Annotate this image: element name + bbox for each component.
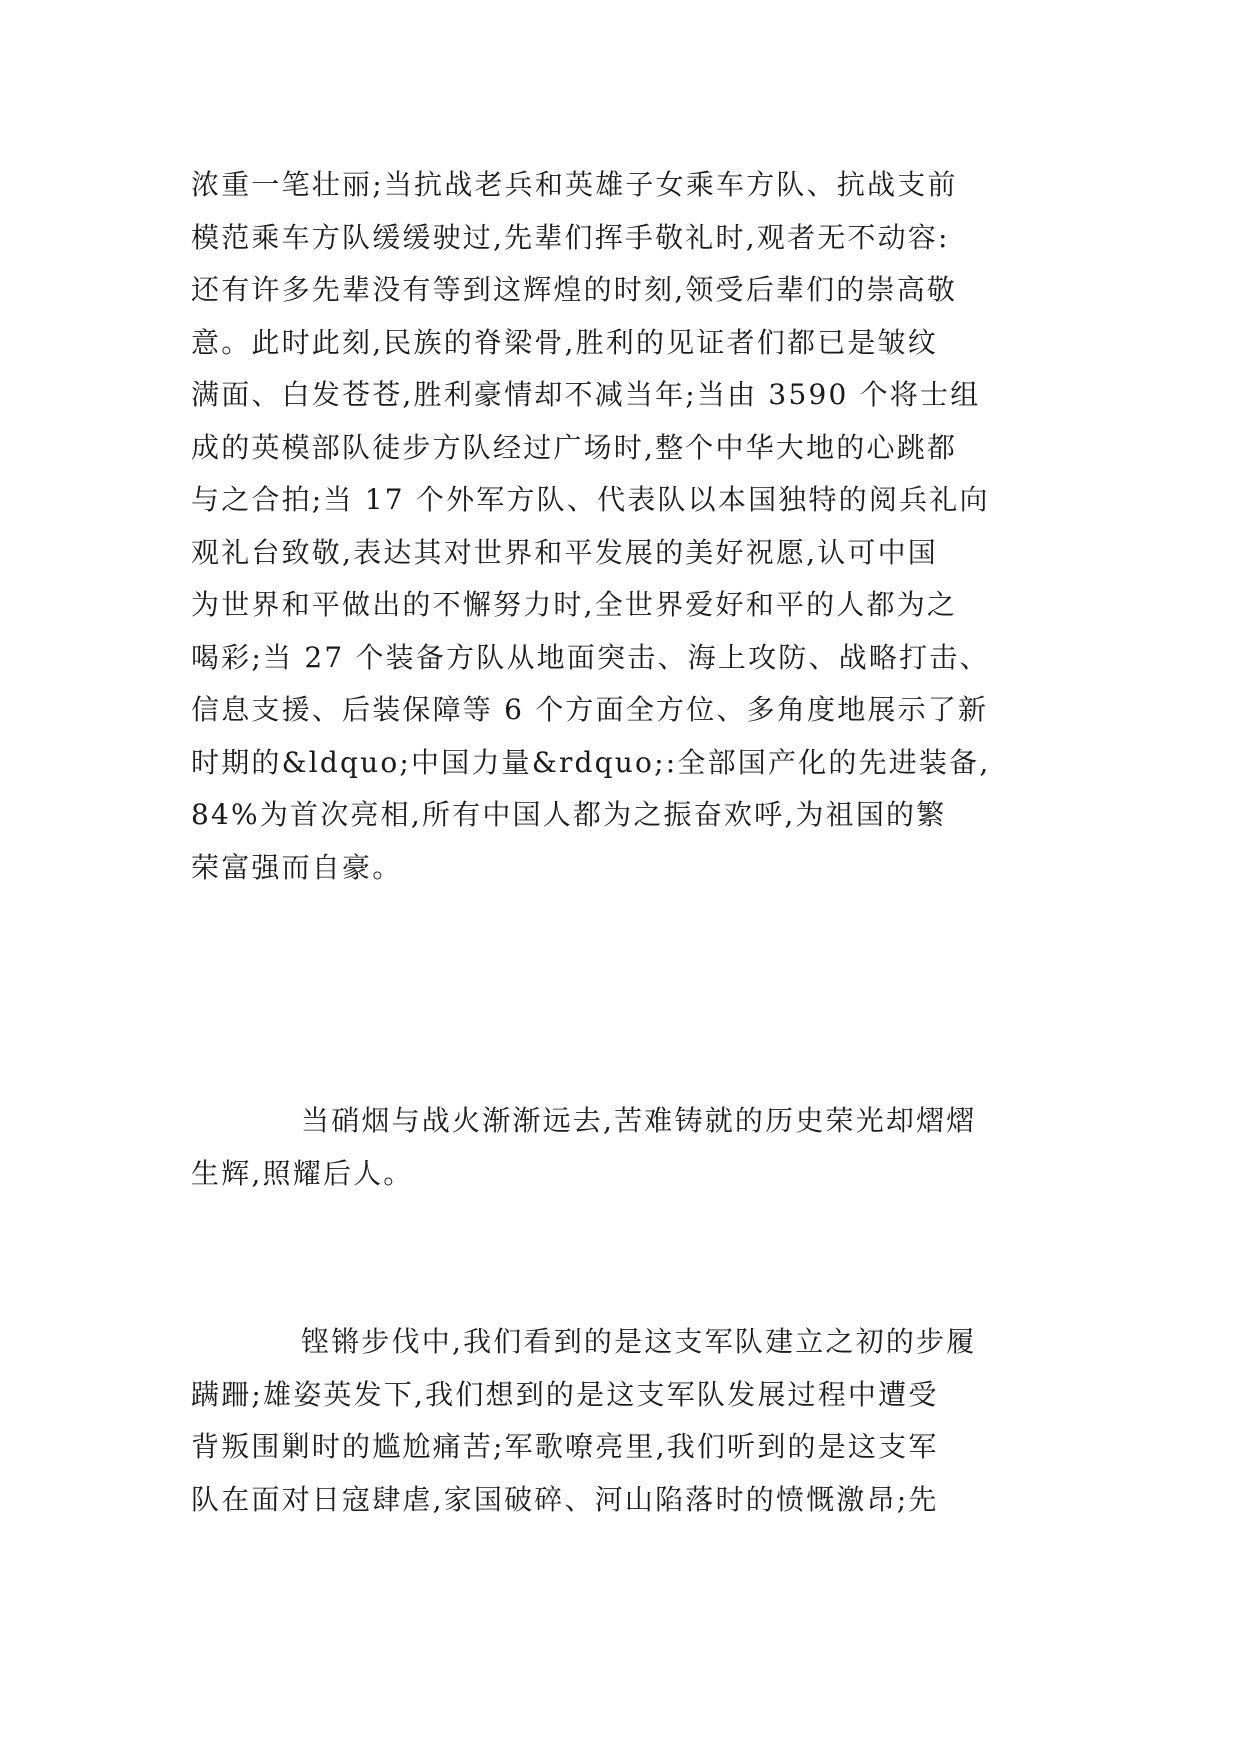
- text-line: 满面、白发苍苍,胜利豪情却不减当年;当由 3590 个将士组: [191, 378, 981, 411]
- paragraph-2: [191, 1095, 1071, 1200]
- paragraph-3: [191, 1316, 1071, 1526]
- text-line: 时期的&ldquo;中国力量&rdquo;:全部国产化的先进装备,: [191, 745, 991, 779]
- text-line: 意。此时此刻,民族的脊梁骨,胜利的见证者们都已是皱纹: [191, 325, 939, 359]
- text-line-first: 当硝烟与战火渐渐远去,苦难铸就的历史荣光却熠熠: [301, 1104, 977, 1137]
- text-line: 为世界和平做出的不懈努力时,全世界爱好和平的人都为之: [191, 588, 958, 621]
- text-line: 荣富强而自豪。: [191, 850, 403, 884]
- text-line: 模范乘车方队缓缓驶过,先辈们挥手敬礼时,观者无不动容:: [191, 220, 950, 254]
- text-line: 成的英模部队徒步方队经过广场时,整个中华大地的心跳都: [191, 430, 958, 464]
- text-line: 与之合拍;当 17 个外军方队、代表队以本国独特的阅兵礼向: [191, 483, 990, 516]
- text-line: 观礼台致敬,表达其对世界和平发展的美好祝愿,认可中国: [191, 535, 939, 569]
- text-line-first: 铿锵步伐中,我们看到的是这支军队建立之初的步履: [301, 1325, 977, 1358]
- paragraph-1: [191, 159, 1071, 894]
- text-line: 队在面对日寇肆虐,家国破碎、河山陷落时的愤慨激昂;先: [191, 1482, 939, 1516]
- text-line: 蹒跚;雄姿英发下,我们想到的是这支军队发展过程中遭受: [191, 1377, 939, 1411]
- text-line: 84%为首次亮相,所有中国人都为之振奋欢呼,为祖国的繁: [191, 798, 947, 831]
- text-line: 背叛围剿时的尴尬痛苦;军歌嘹亮里,我们听到的是这支军: [191, 1430, 939, 1463]
- text-line: 浓重一笔壮丽;当抗战老兵和英雄子女乘车方队、抗战支前: [191, 168, 958, 201]
- text-line: 信息支援、后装保障等 6 个方面全方位、多角度地展示了新: [191, 693, 989, 726]
- text-line: 生辉,照耀后人。: [191, 1156, 414, 1190]
- text-line: 还有许多先辈没有等到这辉煌的时刻,领受后辈们的崇高敬: [191, 273, 958, 306]
- text-line: 喝彩;当 27 个装备方队从地面突击、海上攻防、战略打击、: [191, 640, 990, 674]
